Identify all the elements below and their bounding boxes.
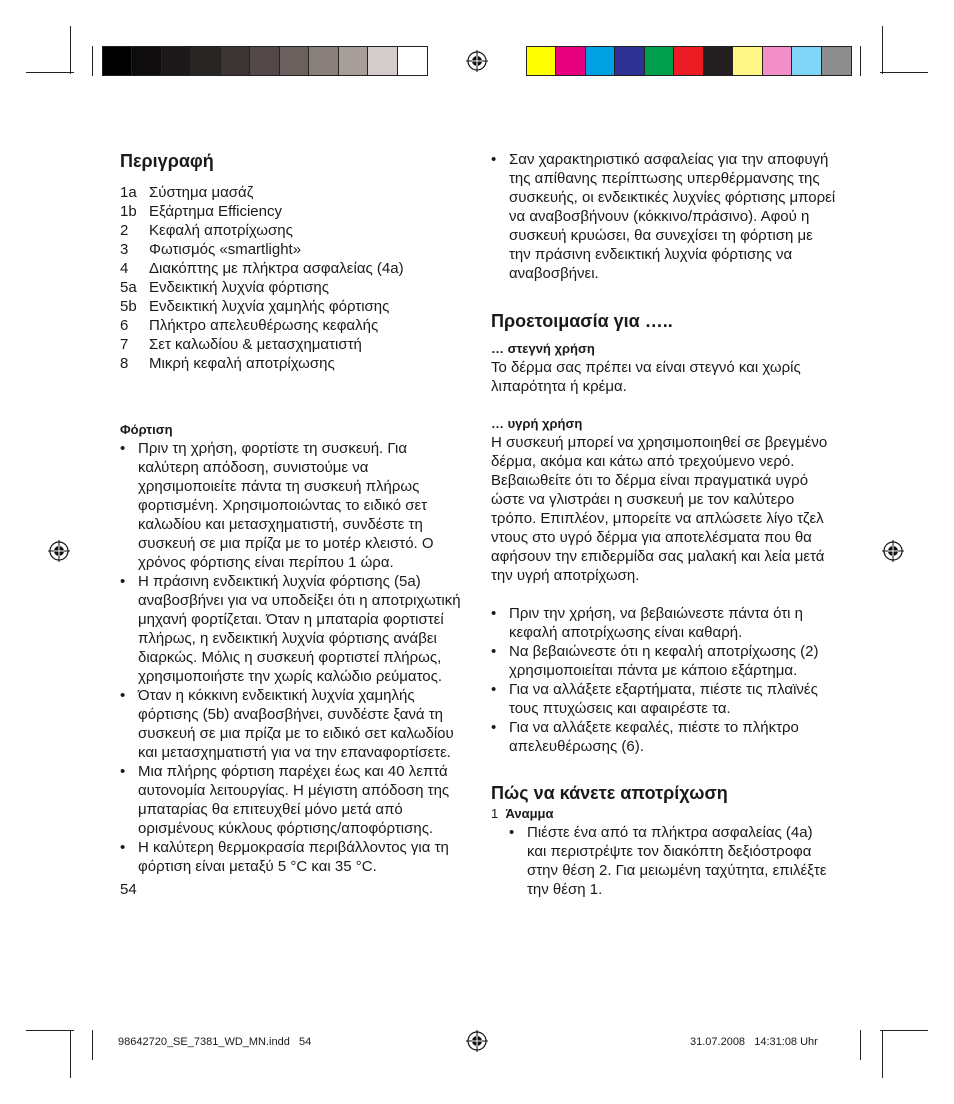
color-swatch <box>586 47 615 75</box>
part-number: 1a <box>120 184 137 201</box>
part-label: Πλήκτρο απελευθέρωσης κεφαλής <box>149 317 379 334</box>
color-swatch <box>339 47 368 75</box>
part-number: 5b <box>120 298 137 315</box>
part-label: Μικρή κεφαλή αποτρίχωσης <box>149 355 335 372</box>
registration-mark-icon <box>882 540 904 562</box>
preparation-bullet: • Για να αλλάξετε εξαρτήματα, πιέστε τις πλαϊνές τους πτυχώσεις και αφαιρέστε τα. <box>491 680 836 718</box>
crop-mark <box>880 1030 928 1031</box>
color-swatch <box>615 47 644 75</box>
part-label: Σετ καλωδίου & μετασχηματιστή <box>149 336 362 353</box>
part-item <box>120 221 470 240</box>
part-item <box>120 297 470 316</box>
crop-mark <box>880 72 928 73</box>
charging-bullet: • Μια πλήρης φόρτιση παρέχει έως και 40 λεπτά αυτονομία λειτουργίας. Η μέγιστη απόδοση της μπαταρίας θα επιτευχθεί μόνο μετά από ορισμένους κύκλους φόρτισης/αποφόρτισης. <box>120 762 470 838</box>
crop-mark <box>70 1030 71 1078</box>
crop-mark <box>860 46 861 76</box>
crop-mark <box>92 46 93 76</box>
left-column <box>120 150 470 899</box>
part-label: Σύστημα μασάζ <box>149 184 254 201</box>
part-item <box>120 259 470 278</box>
safety-bullet: • Σαν χαρακτηριστικό ασφαλείας για την αποφυγή της απίθανης περίπτωσης υπερθέρμανσης της συσκευής, οι ενδεικτικές λυχνίες φόρτισης μπορεί να αναβοσβήνουν (κόκκινο/πράσινο). Αφού η συσκευή κρυώσει, θα συνεχίσει τη φόρτιση με την πράσινη ενδεικτική λυχνία φόρτισης να αναβοσβήνει. <box>491 150 836 283</box>
dry-use-heading: … στεγνή χρήση <box>491 341 595 356</box>
preparation-bullet: • Να βεβαιώνεστε ότι η κεφαλή αποτρίχωσης (2) χρησιμοποιείται πάντα με κάποιο εξάρτημα. <box>491 642 836 680</box>
crop-mark <box>882 1030 883 1078</box>
part-number: 4 <box>120 260 129 277</box>
slug-time: 14:31:08 Uhr <box>754 1036 818 1048</box>
slug-filename: 98642720_SE_7381_WD_MN.indd <box>118 1036 290 1048</box>
crop-mark <box>92 1030 93 1060</box>
charging-bullet: • Πριν τη χρήση, φορτίστε τη συσκευή. Για καλύτερη απόδοση, συνιστούμε να χρησιμοποιείτε πάντα τη συσκευή πλήρως φορτισμένη. Χρησιμοποιώντας το ειδικό σετ καλωδίου και μετασχηματιστή, συνδέστε τη συσκευή σε μια πρίζα με το μοτέρ κλειστό. Ο χρόνος φόρτισης είναι περίπου 1 ώρα. <box>120 439 470 572</box>
color-swatch <box>280 47 309 75</box>
part-item <box>120 335 470 354</box>
part-label: Ενδεικτική λυχνία φόρτισης <box>149 279 330 296</box>
color-swatch <box>556 47 585 75</box>
process-color-bar <box>526 46 852 76</box>
epilation-heading: Πώς να κάνετε αποτρίχωση <box>491 783 728 803</box>
color-swatch <box>527 47 556 75</box>
charging-heading: Φόρτιση <box>120 422 173 437</box>
slug-page: 54 <box>299 1036 312 1048</box>
wet-use-text: Η συσκευή μπορεί να χρησιμοποιηθεί σε βρεγμένο δέρμα, ακόμα και κάτω από τρεχούμενο νερό. Βεβαιωθείτε ότι το δέρμα είναι πραγματικά υγρό ώστε να γλιστράει η συσκευή με τον καλύτερο τρόπο. Επιπλέον, μπορείτε να απλώσετε λίγο τζελ ντους στο υγρό δέρμα για αποτελέσματα που θα αφήσουν την επιδερμίδα σας μαλακή και λεία μετά την υγρή αποτρίχωση. <box>491 434 828 584</box>
color-swatch <box>763 47 792 75</box>
preparation-heading: Προετοιμασία για ….. <box>491 311 673 331</box>
parts-list <box>120 183 470 373</box>
part-number: 1b <box>120 203 137 220</box>
color-swatch <box>132 47 161 75</box>
color-swatch <box>645 47 674 75</box>
crop-mark <box>860 1030 861 1060</box>
print-slug-file <box>118 1035 311 1049</box>
registration-mark-icon <box>466 1030 488 1052</box>
charging-bullet: • Η πράσινη ενδεικτική λυχνία φόρτισης (5a) αναβοσβήνει για να υποδείξει ότι η αποτριχωτική μηχανή φορτίζεται. Όταν η μπαταρία φορτιστεί πλήρως, η ενδεικτική λυχνία φόρτισης ανάβει διαρκώς. Μόλις η συσκευή φορτιστεί πλήρως, χρησιμοποιήστε την χωρίς καλώδιο ρεύματος. <box>120 572 470 686</box>
color-swatch <box>704 47 733 75</box>
part-item <box>120 278 470 297</box>
color-swatch <box>733 47 762 75</box>
charging-bullet: • Όταν η κόκκινη ενδεικτική λυχνία χαμηλής φόρτισης (5b) αναβοσβήνει, συνδέστε ξανά τη συσκευή σε μια πρίζα με το ειδικό σετ καλωδίου και μετασχηματιστή για να την επαναφορτίσετε. <box>120 686 470 762</box>
part-number: 2 <box>120 222 129 239</box>
grayscale-calibration-bar <box>102 46 428 76</box>
part-label: Εξάρτημα Efficiency <box>149 203 282 220</box>
color-swatch <box>674 47 703 75</box>
part-label: Διακόπτης με πλήκτρα ασφαλείας (4a) <box>149 260 404 277</box>
color-swatch <box>309 47 338 75</box>
preparation-bullet: • Πριν την χρήση, να βεβαιώνεστε πάντα ότι η κεφαλή αποτρίχωσης είναι καθαρή. <box>491 604 836 642</box>
color-swatch <box>822 47 851 75</box>
crop-mark <box>26 1030 74 1031</box>
preparation-list <box>491 604 836 756</box>
step-number: 1 <box>491 806 499 821</box>
part-label: Κεφαλή αποτρίχωσης <box>149 222 293 239</box>
part-item <box>120 354 470 373</box>
color-swatch <box>103 47 132 75</box>
part-label: Φωτισμός «smartlight» <box>149 241 302 258</box>
part-number: 3 <box>120 241 129 258</box>
color-swatch <box>162 47 191 75</box>
charging-bullet: • Η καλύτερη θερμοκρασία περιβάλλοντος για τη φόρτιση είναι μεταξύ 5 °C και 35 °C. <box>120 838 470 876</box>
part-item <box>120 183 470 202</box>
color-swatch <box>792 47 821 75</box>
crop-mark <box>26 72 74 73</box>
color-swatch <box>221 47 250 75</box>
preparation-bullet: • Για να αλλάξετε κεφαλές, πιέστε το πλήκτρο απελευθέρωσης (6). <box>491 718 836 756</box>
slug-date: 31.07.2008 <box>690 1036 746 1048</box>
wet-use-heading: … υγρή χρήση <box>491 416 583 431</box>
step-title: Άναμμα <box>505 806 554 821</box>
dry-use-text: Το δέρμα σας πρέπει να είναι στεγνό και χωρίς λιπαρότητα ή κρέμα. <box>491 359 801 395</box>
step-bullet: • Πιέστε ένα από τα πλήκτρα ασφαλείας (4a) και περιστρέψτε τον διακόπτη δεξιόστροφα στην θέση 2. Για μειωμένη ταχύτητα, επιλέξτε την θέση 1. <box>509 823 836 899</box>
charging-list <box>120 439 470 876</box>
right-column <box>491 150 836 899</box>
page-number: 54 <box>120 881 137 898</box>
part-item <box>120 202 470 221</box>
color-swatch <box>250 47 279 75</box>
description-heading: Περιγραφή <box>120 151 214 171</box>
registration-mark-icon <box>466 50 488 72</box>
part-number: 6 <box>120 317 129 334</box>
part-number: 5a <box>120 279 137 296</box>
color-swatch <box>191 47 220 75</box>
color-swatch <box>368 47 397 75</box>
registration-mark-icon <box>48 540 70 562</box>
print-slug-date <box>690 1035 818 1049</box>
color-swatch <box>398 47 427 75</box>
part-item <box>120 240 470 259</box>
part-number: 7 <box>120 336 129 353</box>
crop-mark <box>70 26 71 74</box>
step-heading <box>491 805 836 823</box>
part-item <box>120 316 470 335</box>
crop-mark <box>882 26 883 74</box>
part-number: 8 <box>120 355 129 372</box>
part-label: Ενδεικτική λυχνία χαμηλής φόρτισης <box>149 298 390 315</box>
